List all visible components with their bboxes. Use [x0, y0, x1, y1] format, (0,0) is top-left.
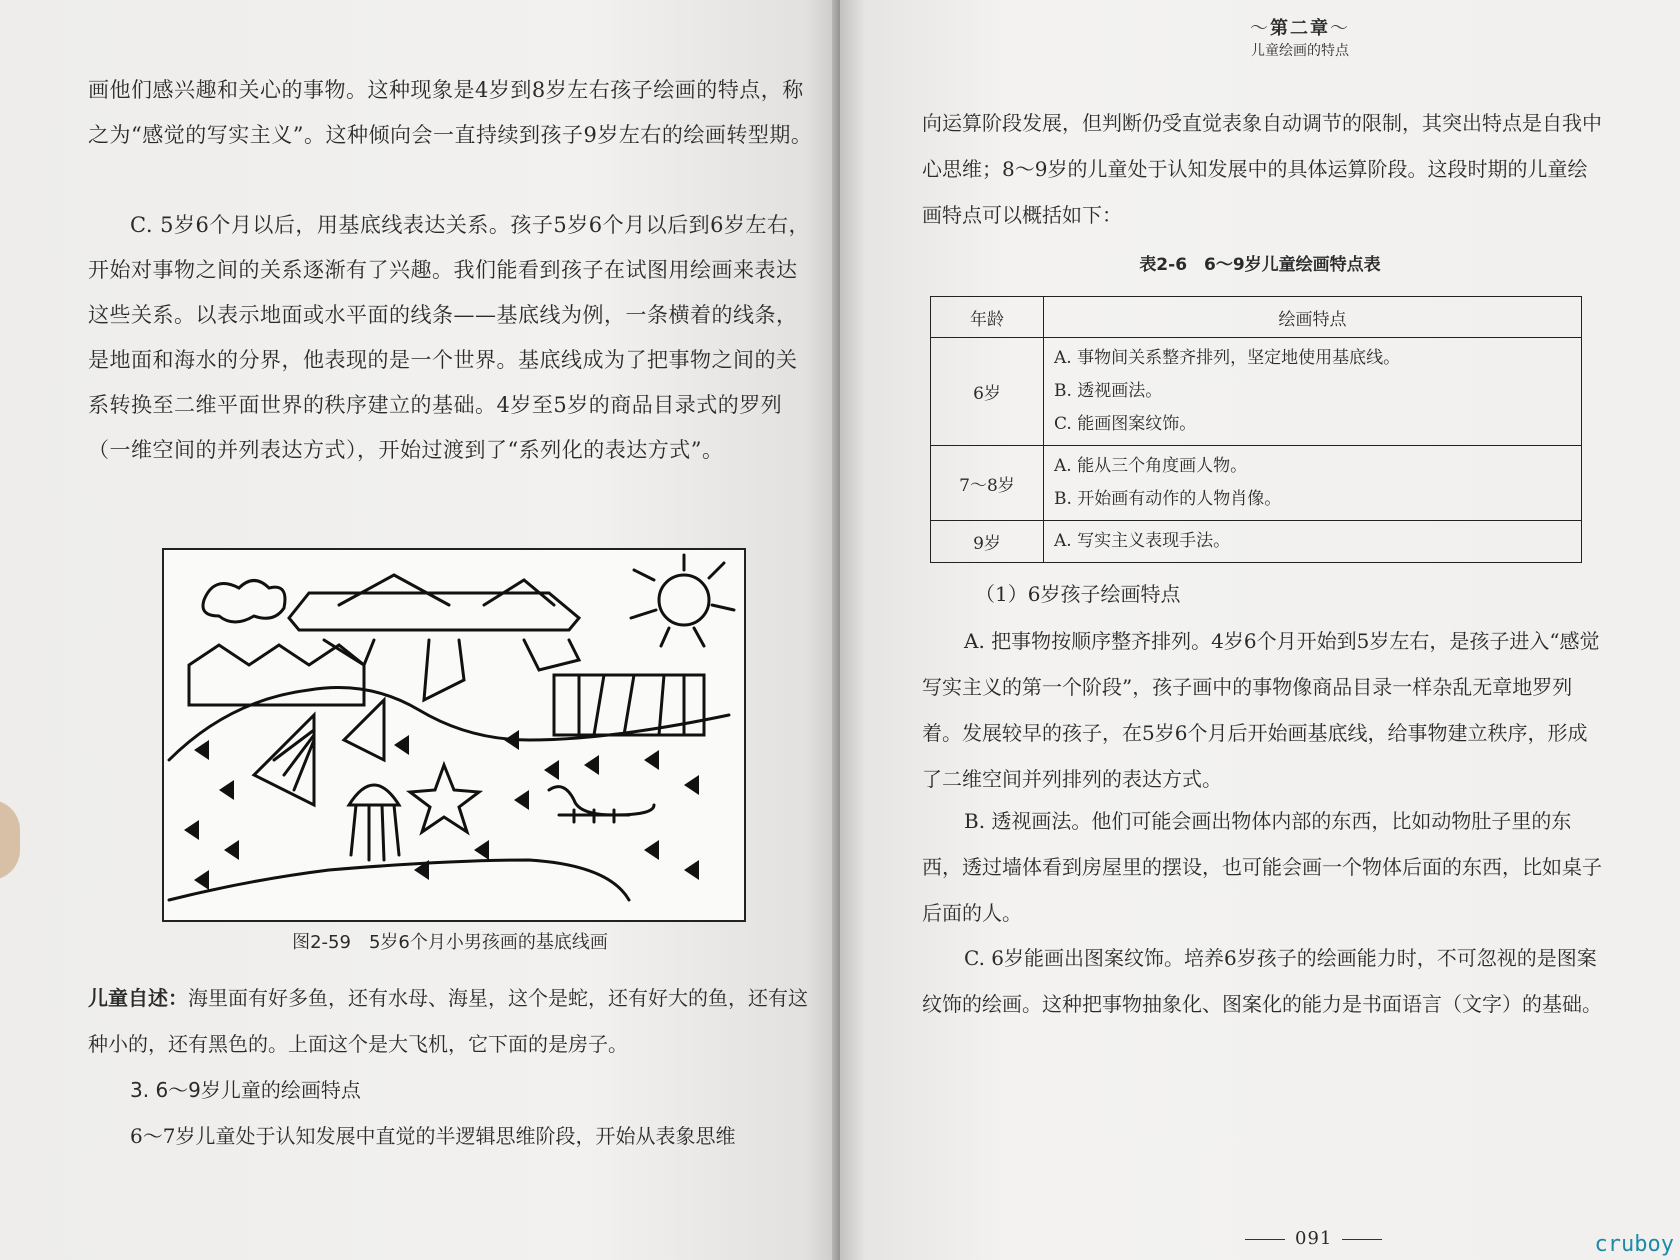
chapter-subtitle: 儿童绘画的特点	[1251, 43, 1349, 59]
table-title: 表2-6 6～9岁儿童绘画特点表	[1139, 255, 1381, 275]
left-para3: 6～7岁儿童处于认知发展中直觉的半逻辑思维阶段，开始从表象思维	[130, 1124, 736, 1148]
child-text: 海里面有好多鱼，还有水母、海星，这个是蛇，还有好大的鱼，还有这种小的，还有黑色的。上面这个是大飞机，它下面的是房子。	[88, 986, 808, 1056]
thumb-shadow	[0, 800, 20, 880]
watermark: cruboy	[1594, 1232, 1674, 1257]
left-para1-text: 画他们感兴趣和关心的事物。这种现象是4岁到8岁左右孩子绘画的特点，称之为“感觉的写实主义”。这种倾向会一直持续到孩子9岁左右的绘画转型期。	[88, 78, 813, 147]
chapter-label: 第二章	[1270, 18, 1330, 39]
right-paragraph-c	[922, 935, 1602, 1027]
right-paragraph-b	[922, 798, 1602, 936]
table-cell-features	[1044, 338, 1582, 446]
feature-item: A. 写实主义表现手法。	[1054, 531, 1231, 551]
child-drawing-figure	[162, 548, 746, 922]
table-header-row	[931, 297, 1582, 338]
left-para2-text: C. 5岁6个月以后，用基底线表达关系。孩子5岁6个月以后到6岁左右，开始对事物之间的关系逐渐有了兴趣。我们能看到孩子在试图用绘画来表达这些关系。以表示地面或水平面的线条——基底线为例，一条横着的线条，是地面和海水的分界，他表现的是一个世界。基底线成为了把事物之间的关系转换至二维平面世界的秩序建立的基础。4岁至5岁的商品目录式的罗列（一维空间的并列表达方式），开始过渡到了“系列化的表达方式”。	[88, 213, 810, 462]
heading-3: 3. 6～9岁儿童的绘画特点	[130, 1078, 361, 1102]
right-para1-text: 向运算阶段发展，但判断仍受直觉表象自动调节的限制，其突出特点是自我中心思维；8～9岁的儿童处于认知发展中的具体运算阶段。这段时期的儿童绘画特点可以概括如下：	[922, 111, 1602, 227]
chapter-title: 〜第二章〜	[1250, 18, 1350, 39]
feature-item: A. 事物间关系整齐排列，坚定地使用基底线。	[1054, 348, 1401, 368]
child-label: 儿童自述：	[88, 986, 188, 1010]
table-cell-age: 7～8岁	[931, 446, 1044, 521]
table-header-age: 年龄	[931, 297, 1044, 338]
right-para-a-text: A. 把事物按顺序整齐排列。4岁6个月开始到5岁左右，是孩子进入“感觉写实主义的第一个阶段”，孩子画中的事物像商品目录一样杂乱无章地罗列着。发展较早的孩子，在5岁6个月后开始画基底线，给事物建立秩序，形成了二维空间并列排列的表达方式。	[922, 629, 1600, 791]
characteristics-table	[930, 296, 1582, 563]
table-row	[931, 446, 1582, 521]
figure-caption: 图2-59 5岁6个月小男孩画的基底线画	[292, 932, 608, 953]
left-paragraph-2	[88, 203, 818, 473]
child-drawing	[164, 550, 744, 920]
right-para-c-text: C. 6岁能画出图案纹饰。培养6岁孩子的绘画能力时，不可忽视的是图案纹饰的绘画。这种把事物抽象化、图案化的能力是书面语言（文字）的基础。	[922, 946, 1602, 1016]
child-narration	[88, 975, 818, 1159]
table-cell-features	[1044, 446, 1582, 521]
table-row	[931, 338, 1582, 446]
feature-item: C. 能画图案纹饰。	[1054, 414, 1197, 434]
left-paragraph-1	[88, 68, 818, 158]
table-cell-age: 9岁	[931, 521, 1044, 563]
section-heading: （1）6岁孩子绘画特点	[975, 582, 1181, 606]
table-cell-age: 6岁	[931, 338, 1044, 446]
feature-item: B. 透视画法。	[1054, 381, 1163, 401]
child-narration-text	[88, 975, 818, 1067]
page-number-text: 091	[1295, 1228, 1333, 1249]
feature-item: A. 能从三个角度画人物。	[1054, 456, 1248, 476]
page-number	[1235, 1228, 1392, 1249]
table-cell-features	[1044, 521, 1582, 563]
table-row	[931, 521, 1582, 563]
right-paragraph-1	[922, 100, 1602, 238]
table-header-features: 绘画特点	[1044, 297, 1582, 338]
right-para-b-text: B. 透视画法。他们可能会画出物体内部的东西，比如动物肚子里的东西，透过墙体看到房屋里的摆设，也可能会画一个物体后面的东西，比如桌子后面的人。	[922, 809, 1602, 925]
running-head	[1200, 14, 1400, 60]
right-paragraph-a	[922, 618, 1602, 802]
feature-item: B. 开始画有动作的人物肖像。	[1054, 489, 1282, 509]
